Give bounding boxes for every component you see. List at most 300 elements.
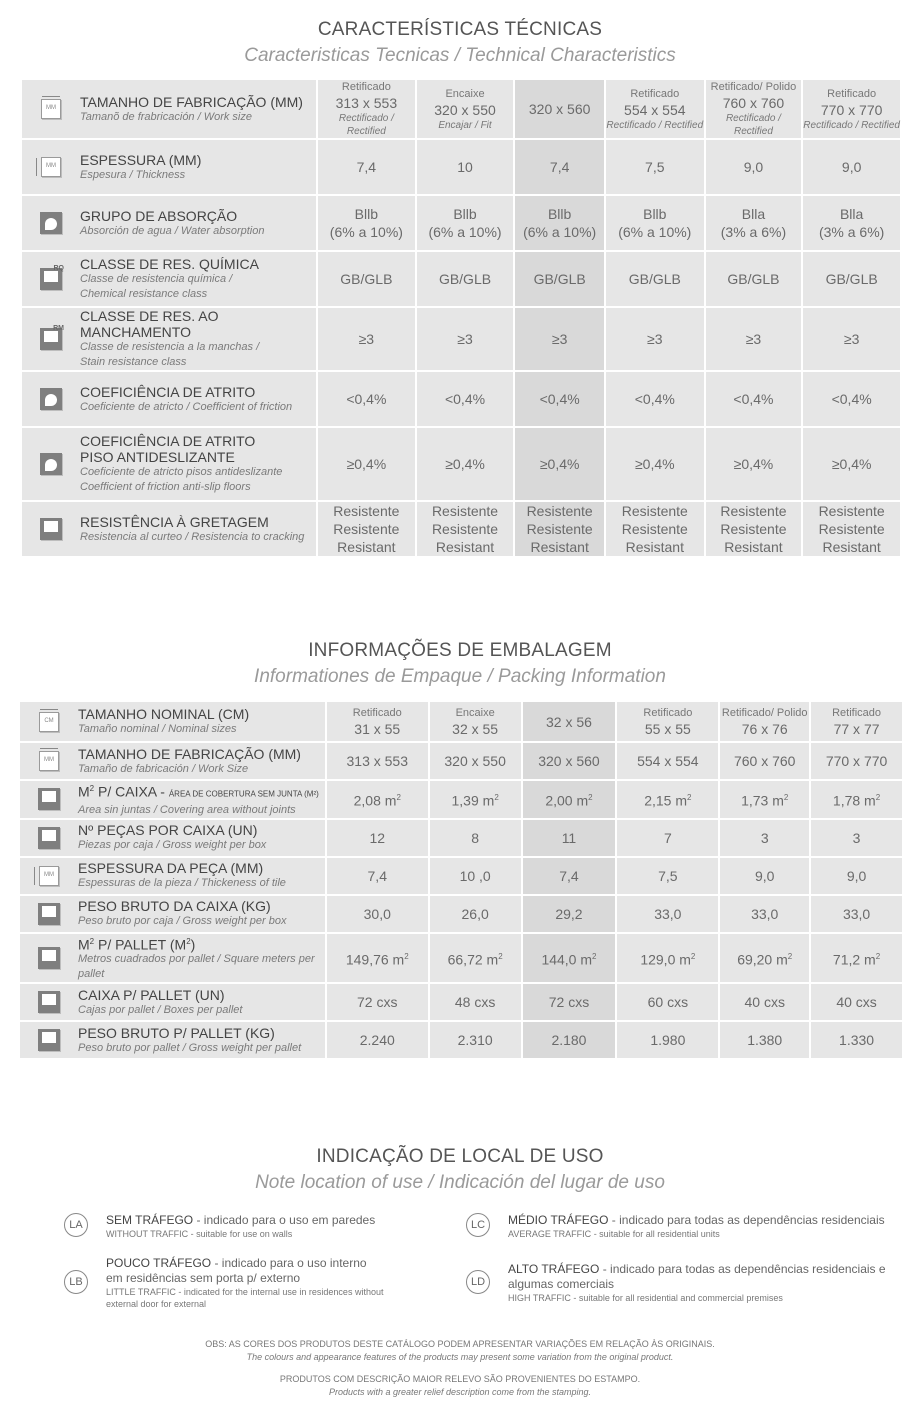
value-sup: 2 <box>404 951 409 961</box>
table-row <box>20 702 902 741</box>
value-cell <box>606 196 704 250</box>
value-cell <box>617 820 718 856</box>
value-note: (6% a 10%) <box>329 224 403 240</box>
value-line: Resistente <box>526 503 593 519</box>
value-main <box>430 905 521 923</box>
row-subtitle: Tamanõ de frabricación / Work size <box>80 110 252 123</box>
dimension-arrow-icon <box>40 709 58 710</box>
value-text: GB/GLB <box>727 271 780 287</box>
row-label-text <box>78 987 325 1018</box>
value-cell <box>706 428 802 500</box>
value-sup: 2 <box>787 951 793 961</box>
value-main <box>617 720 718 738</box>
row-label <box>22 308 316 370</box>
value-main <box>327 829 428 847</box>
mm-measure-icon <box>41 99 61 119</box>
value-text: 33,0 <box>842 905 871 922</box>
value-cell <box>523 896 616 932</box>
value-line: Resistente <box>720 521 787 537</box>
value-cell <box>617 781 718 818</box>
row-header <box>20 858 325 894</box>
value-main <box>803 390 900 408</box>
value-cell <box>606 308 704 370</box>
value-cell <box>515 196 604 250</box>
value-text: 313 x 553 <box>346 753 408 769</box>
value-note: (3% a 6%) <box>720 224 787 240</box>
row-label-text <box>78 706 325 737</box>
row-icon <box>22 157 80 177</box>
row-subtitle-2: Stain resistance class <box>80 356 187 368</box>
value-sup: 2 <box>875 793 881 802</box>
value-cell <box>606 428 704 500</box>
value-cell <box>430 896 521 932</box>
value-cell <box>720 896 809 932</box>
value-text: 320 x 550 <box>434 101 496 118</box>
value-cell <box>617 1022 718 1058</box>
value-cell <box>318 140 415 194</box>
box-weight-icon <box>38 903 60 925</box>
row-header <box>22 372 316 426</box>
value-cell <box>606 372 704 426</box>
value-main <box>706 94 802 112</box>
value-sup: 2 <box>494 793 499 802</box>
value-note: (6% a 10%) <box>428 224 502 240</box>
value-cell <box>515 308 604 370</box>
value-text: GB/GLB <box>628 271 681 287</box>
value-text: ≥3 <box>647 331 663 347</box>
value-text: GB/GLB <box>825 271 878 287</box>
row-subtitle: Piezas por caja / Gross weight per box <box>78 839 267 852</box>
row-label-text <box>80 208 316 239</box>
value-cell <box>811 702 902 741</box>
row-subtitle: Tamaño de fabricación / Work Size <box>78 762 249 775</box>
row-title: COEFICIÊNCIA DE ATRITO <box>80 383 256 400</box>
row-title: CLASSE DE RES. AO MANCHAMENTO <box>80 308 219 340</box>
value-main <box>606 205 704 223</box>
row-icon <box>22 99 80 119</box>
box-icon <box>44 271 58 282</box>
mm-measure-icon <box>39 751 59 771</box>
value-main <box>523 948 616 969</box>
value-main <box>811 829 902 847</box>
value-main <box>606 455 704 473</box>
value-main <box>811 867 902 885</box>
value-text: 3 <box>852 829 861 846</box>
row-label <box>22 514 316 545</box>
row-subtitle: Coeficiente de atricto pisos antideslizante <box>80 466 283 478</box>
value-main <box>318 330 415 348</box>
row-icon <box>22 388 80 410</box>
row-icon <box>22 265 80 290</box>
row-icon <box>20 788 78 810</box>
value-main <box>617 829 718 847</box>
chemical-resistance-icon <box>40 265 64 290</box>
value-cell <box>811 743 902 779</box>
row-label-text <box>78 1025 325 1056</box>
value-text: 7,5 <box>645 159 665 175</box>
row-title: PESO BRUTO P/ PALLET (KG) <box>78 1024 275 1041</box>
mm-measure-label: MM <box>44 757 54 763</box>
value-cell <box>606 80 704 138</box>
value-cell <box>327 743 428 779</box>
title-sup: 2 <box>89 936 95 946</box>
value-text: ≥0,4% <box>831 456 872 472</box>
value-main <box>523 867 616 885</box>
value-main <box>327 993 428 1011</box>
value-text: 1,39 m <box>451 792 495 809</box>
value-cell <box>720 984 809 1020</box>
value-cell <box>318 80 415 138</box>
value-note: (6% a 10%) <box>523 224 597 240</box>
row-title: COEFICIÊNCIA DE ATRITO <box>80 433 256 449</box>
row-label <box>20 934 325 983</box>
row-title: CLASSE DE RES. QUÍMICA <box>80 256 259 272</box>
value-text: 9,0 <box>754 867 775 884</box>
row-icon <box>20 947 78 969</box>
value-text: 1.330 <box>839 1032 875 1049</box>
title-sup: 2 <box>89 784 95 793</box>
value-main <box>327 867 428 885</box>
row-subtitle: Coeficiente de atricto / Coefficient of friction <box>80 400 293 413</box>
value-main <box>515 158 604 176</box>
value-main <box>417 270 514 288</box>
value-main <box>327 720 428 738</box>
value-text: Bllb <box>547 206 572 222</box>
value-text: 72 cxs <box>548 994 590 1011</box>
value-main <box>430 867 521 885</box>
value-main <box>617 993 718 1011</box>
value-cell <box>417 372 514 426</box>
value-text: 7 <box>663 829 672 846</box>
friction-icon <box>40 388 62 410</box>
value-main <box>318 205 415 223</box>
value-cell <box>523 934 616 983</box>
row-label <box>22 433 316 495</box>
value-main <box>811 752 902 770</box>
value-main <box>617 867 718 885</box>
value-cell <box>318 502 415 556</box>
value-sup: 2 <box>875 951 881 961</box>
mm-thickness-label: MM <box>46 163 56 169</box>
value-text: ≥3 <box>358 331 375 347</box>
row-icon <box>22 453 80 475</box>
value-main <box>803 455 900 473</box>
value-text: ≥3 <box>551 331 568 347</box>
row-subtitle: Peso bruto por pallet / Gross weight per pallet <box>78 1041 302 1054</box>
value-text: <0,4% <box>539 391 580 407</box>
box-icon <box>42 791 56 802</box>
location-of-use-heading: INDICAÇÃO DE LOCAL DE USO Note location of use / Indicación del lugar de uso <box>255 1146 665 1193</box>
value-cell <box>720 702 809 741</box>
value-text: 76 x 76 <box>741 720 788 737</box>
value-cell <box>515 372 604 426</box>
value-cell <box>720 1022 809 1058</box>
value-main <box>706 390 802 408</box>
value-line: Resistant <box>530 539 589 555</box>
row-title: ESPESSURA DA PEÇA (MM) <box>78 860 264 877</box>
value-text: 60 cxs <box>647 994 689 1011</box>
value-cell <box>523 1022 616 1058</box>
value-line: Resistant <box>724 539 783 555</box>
value-cell <box>706 80 802 138</box>
row-title: CAIXA P/ PALLET (UN) <box>78 986 225 1003</box>
value-cell <box>515 140 604 194</box>
value-main <box>803 330 900 348</box>
value-cell <box>606 140 704 194</box>
badge-icon: RM <box>53 325 64 332</box>
row-subtitle-2: Coefficient of friction anti-slip floors <box>80 481 251 493</box>
value-cell <box>430 858 521 894</box>
value-main <box>327 1031 428 1049</box>
crazing-icon <box>40 518 62 540</box>
table-row <box>22 252 900 306</box>
row-label-text <box>80 152 316 183</box>
value-cell <box>318 372 415 426</box>
table-row <box>20 984 902 1020</box>
value-main <box>515 100 604 118</box>
value-note: Retificado <box>630 87 680 100</box>
value-cell <box>515 502 604 556</box>
value-cell <box>430 934 521 983</box>
value-text: 3 <box>760 829 769 846</box>
value-main <box>417 158 514 176</box>
value-cell <box>811 984 902 1020</box>
value-main <box>720 789 809 810</box>
m2-box-icon <box>38 788 60 810</box>
table-row <box>20 781 902 818</box>
value-main <box>720 993 809 1011</box>
value-cell <box>430 743 521 779</box>
row-label-text <box>80 514 316 545</box>
value-text: 71,2 m <box>832 951 876 968</box>
row-header <box>20 781 325 818</box>
value-main <box>720 720 809 738</box>
use-item-la: LA SEM TRÁFEGO - indicado para o uso em paredes WITHOUT TRAFFIC - suitable for use on walls <box>64 1213 384 1240</box>
value-text: 33,0 <box>654 905 682 922</box>
value-cell <box>523 702 616 741</box>
value-cell <box>417 80 514 138</box>
value-text: 2.180 <box>551 1032 587 1049</box>
value-main <box>811 720 902 738</box>
value-text: ≥0,4% <box>539 456 580 472</box>
value-text: 9,0 <box>743 159 764 175</box>
table-row <box>20 1022 902 1058</box>
value-main <box>417 205 514 223</box>
value-text: ≥3 <box>745 331 762 347</box>
row-label-text <box>80 256 316 302</box>
value-text: 26,0 <box>461 905 489 922</box>
value-line: Resistente <box>720 503 787 519</box>
value-main <box>720 1031 809 1049</box>
row-header <box>20 934 325 983</box>
value-cell <box>803 252 900 306</box>
value-text: 30,0 <box>363 905 391 922</box>
value-note: Encaixe <box>445 87 485 100</box>
row-icon <box>20 1029 78 1051</box>
table-row <box>20 896 902 932</box>
row-title <box>78 781 325 803</box>
value-cell <box>327 896 428 932</box>
value-note: Retificado <box>827 87 877 100</box>
value-text: 149,76 m <box>345 951 405 968</box>
value-cell <box>430 820 521 856</box>
value-text: <0,4% <box>444 391 486 407</box>
value-main <box>720 867 809 885</box>
value-main <box>617 948 718 969</box>
value-main <box>417 390 514 408</box>
value-text: 770 x 770 <box>825 753 888 769</box>
value-main <box>318 94 415 112</box>
technical-characteristics-table <box>20 78 902 558</box>
value-text: 32 x 55 <box>452 720 499 737</box>
value-main <box>515 455 604 473</box>
packing-information-table <box>18 700 904 1060</box>
row-label-text <box>78 822 325 853</box>
packing-information-heading: INFORMAÇÕES DE EMBALAGEM Informationes de Empaque / Packing Information <box>254 640 666 687</box>
value-cell <box>720 820 809 856</box>
row-label-text <box>80 94 316 125</box>
value-text: 10 ,0 <box>459 867 491 884</box>
value-cell <box>417 308 514 370</box>
value-line: Resistant <box>435 539 495 555</box>
value-main <box>706 158 802 176</box>
row-title: RESISTÊNCIA À GRETAGEM <box>80 513 269 530</box>
row-header <box>20 984 325 1020</box>
value-line: Resistente <box>621 503 688 519</box>
pallet-m2-icon <box>38 947 60 969</box>
value-cell <box>515 252 604 306</box>
value-main <box>327 752 428 770</box>
value-line: Resistente <box>818 521 885 537</box>
value-text: 77 x 77 <box>833 720 880 737</box>
use-item-lb: LB POUCO TRÁFEGO - indicado para o uso interno em residências sem porta p/ externo LITTLE TRAFFIC - indicated for the internal use in residences without external door for external <box>64 1256 384 1310</box>
value-main <box>430 948 521 969</box>
row-label <box>20 987 325 1018</box>
value-text: Blla <box>741 206 766 222</box>
box-icon <box>42 830 56 841</box>
value-text: 7,4 <box>549 159 570 175</box>
row-label-text <box>78 898 325 929</box>
value-cell <box>720 743 809 779</box>
value-cell <box>617 934 718 983</box>
value-cell <box>803 502 900 556</box>
value-main <box>430 1031 521 1049</box>
value-cell <box>523 781 616 818</box>
row-header <box>22 80 316 138</box>
value-cell <box>706 140 802 194</box>
value-main <box>523 789 616 810</box>
value-text: Bllb <box>453 206 477 222</box>
value-text: 1,73 m <box>741 792 784 809</box>
value-cell <box>327 858 428 894</box>
value-cell <box>706 502 802 556</box>
value-main <box>803 101 900 119</box>
mm-measure-label: MM <box>46 105 56 111</box>
value-line: Resistant <box>337 539 396 555</box>
row-subtitle: Peso bruto por caja / Gross weight per box <box>78 915 287 928</box>
title-small: ÁREA DE COBERTURA SEM JUNTA (M²) <box>168 789 319 799</box>
row-title-2: PISO ANTIDESLIZANTE <box>80 449 235 465</box>
table-row <box>20 820 902 856</box>
value-main <box>811 948 902 969</box>
row-icon <box>20 751 78 771</box>
value-text: 7,4 <box>559 867 579 884</box>
value-line: Resistente <box>333 503 400 519</box>
value-text: 7,5 <box>658 867 678 884</box>
row-subtitle-2: Chemical resistance class <box>80 288 208 300</box>
box-icon <box>44 331 58 342</box>
value-cell <box>430 702 521 741</box>
value-text: 313 x 553 <box>335 95 398 111</box>
value-text: 40 cxs <box>836 994 877 1011</box>
value-text: Bllb <box>643 206 667 222</box>
row-header <box>20 820 325 856</box>
value-text: 2,08 m <box>353 792 397 809</box>
value-main <box>617 905 718 923</box>
value-text: 320 x 560 <box>528 101 591 117</box>
value-main <box>811 905 902 923</box>
value-text: 31 x 55 <box>354 720 401 737</box>
value-line: Resistente <box>333 521 400 537</box>
value-note: Retificado/ Polido <box>710 81 797 93</box>
value-cell <box>417 140 514 194</box>
la-badge-icon: LA <box>64 1213 88 1237</box>
value-cell <box>430 781 521 818</box>
value-cell <box>327 820 428 856</box>
value-cell <box>811 896 902 932</box>
value-cell <box>617 858 718 894</box>
badge-icon: RQ <box>53 265 64 272</box>
row-header <box>22 140 316 194</box>
value-text: 69,20 m <box>737 951 788 968</box>
relief-disclaimer: PRODUTOS COM DESCRIÇÃO MAIOR RELEVO SÃO PROVENIENTES DO ESTAMPO. Products with a greater relief description come from the stamping. <box>279 1374 641 1397</box>
row-label <box>20 898 325 929</box>
value-text: 1.380 <box>747 1032 783 1049</box>
title-part: M <box>78 936 90 953</box>
value-line: Resistente <box>818 503 885 519</box>
value-text: 144,0 m <box>541 951 593 968</box>
value-text: 2.240 <box>359 1032 395 1049</box>
value-line: Resistant <box>625 539 684 555</box>
row-subtitle: Classe de resistencia química / <box>80 273 233 285</box>
value-main <box>811 789 902 810</box>
value-text: 32 x 56 <box>546 713 592 730</box>
title-part: M <box>78 783 90 800</box>
row-header <box>20 896 325 932</box>
row-subtitle: Classe de resistencia a la manchas / <box>80 341 260 353</box>
pallet-weight-icon <box>38 1029 60 1051</box>
ld-badge-icon: LD <box>466 1270 490 1294</box>
value-text: 40 cxs <box>744 994 785 1011</box>
value-note: Retificado/ Polido <box>721 706 808 719</box>
row-icon <box>20 866 78 886</box>
value-cell <box>803 140 900 194</box>
value-cell <box>417 252 514 306</box>
table-row <box>22 372 900 426</box>
dimension-arrow-icon <box>34 867 35 885</box>
value-cell <box>811 934 902 983</box>
value-note: Retificado <box>352 706 402 719</box>
value-cell <box>327 1022 428 1058</box>
value-text: 29,2 <box>555 905 583 922</box>
value-cell <box>811 781 902 818</box>
table-row <box>20 743 902 779</box>
row-title: TAMANHO DE FABRICAÇÃO (MM) <box>80 93 303 110</box>
value-cell <box>417 196 514 250</box>
row-label <box>20 746 325 777</box>
value-cell <box>318 308 415 370</box>
value-sup: 2 <box>690 951 696 961</box>
